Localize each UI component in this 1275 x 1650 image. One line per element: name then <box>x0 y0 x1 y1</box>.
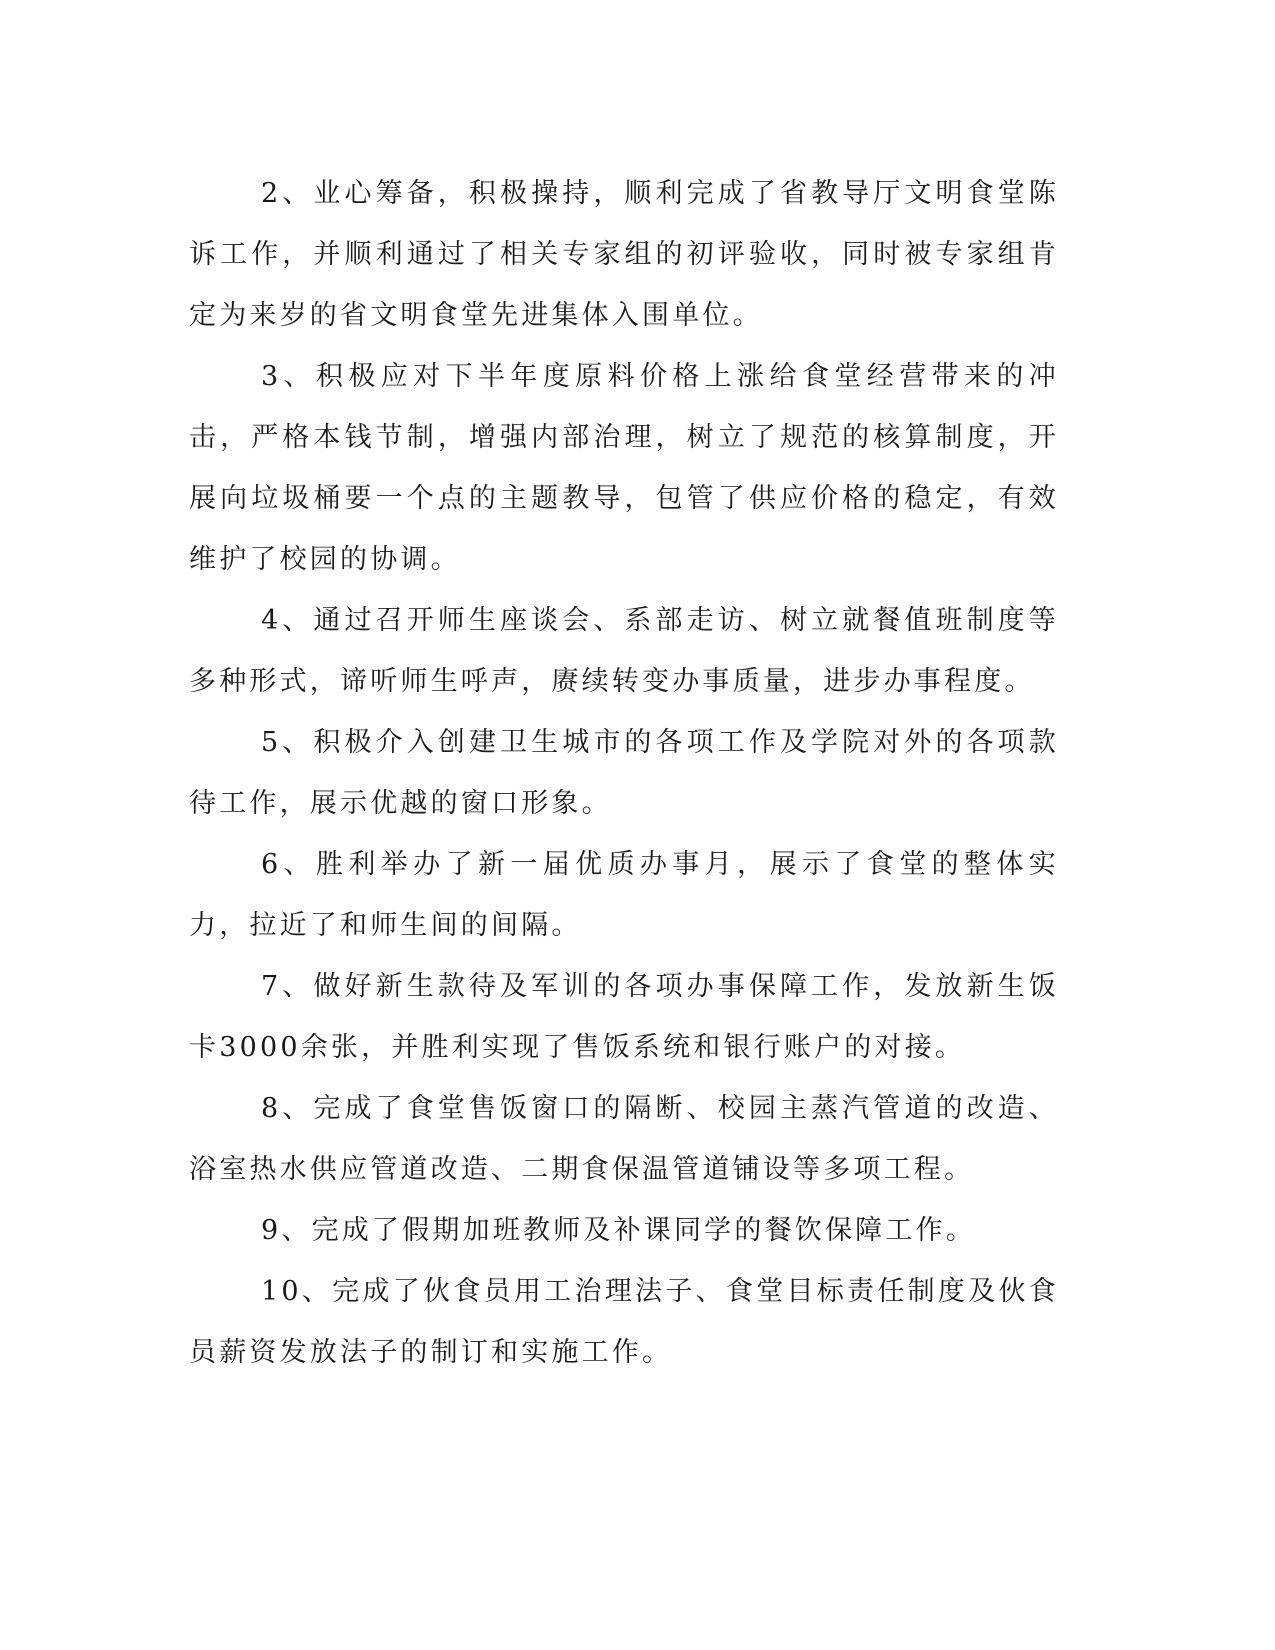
paragraph-item-3: 3、积极应对下半年度原料价格上涨给食堂经营带来的冲击，严格本钱节制，增强内部治理，树立了规范的核算制度，开展向垃圾桶要一个点的主题教导，包管了供应价格的稳定，有效维护了校园的协调。 <box>189 361 1059 575</box>
paragraph-item-10: 10、完成了伙食员用工治理法子、食堂目标责任制度及伙食员薪资发放法子的制订和实施工作。 <box>189 1276 1059 1368</box>
document-body <box>189 163 1059 1383</box>
paragraph-item-4: 4、通过召开师生座谈会、系部走访、树立就餐值班制度等多种形式，谛听师生呼声，赓续转变办事质量，进步办事程度。 <box>189 605 1059 697</box>
paragraph-item-7: 7、做好新生款待及军训的各项办事保障工作，发放新生饭卡3000余张，并胜利实现了售饭系统和银行账户的对接。 <box>189 971 1059 1063</box>
paragraph-item-9: 9、完成了假期加班教师及补课同学的餐饮保障工作。 <box>261 1215 976 1246</box>
paragraph-item-5: 5、积极介入创建卫生城市的各项工作及学院对外的各项款待工作，展示优越的窗口形象。 <box>189 727 1059 819</box>
paragraph-item-8: 8、完成了食堂售饭窗口的隔断、校园主蒸汽管道的改造、浴室热水供应管道改造、二期食保温管道铺设等多项工程。 <box>189 1093 1059 1185</box>
paragraph-item-6: 6、胜利举办了新一届优质办事月，展示了食堂的整体实力，拉近了和师生间的间隔。 <box>189 849 1059 941</box>
paragraph-item-2: 2、业心筹备，积极操持，顺利完成了省教导厅文明食堂陈诉工作，并顺利通过了相关专家组的初评验收，同时被专家组肯定为来岁的省文明食堂先进集体入围单位。 <box>189 178 1059 331</box>
